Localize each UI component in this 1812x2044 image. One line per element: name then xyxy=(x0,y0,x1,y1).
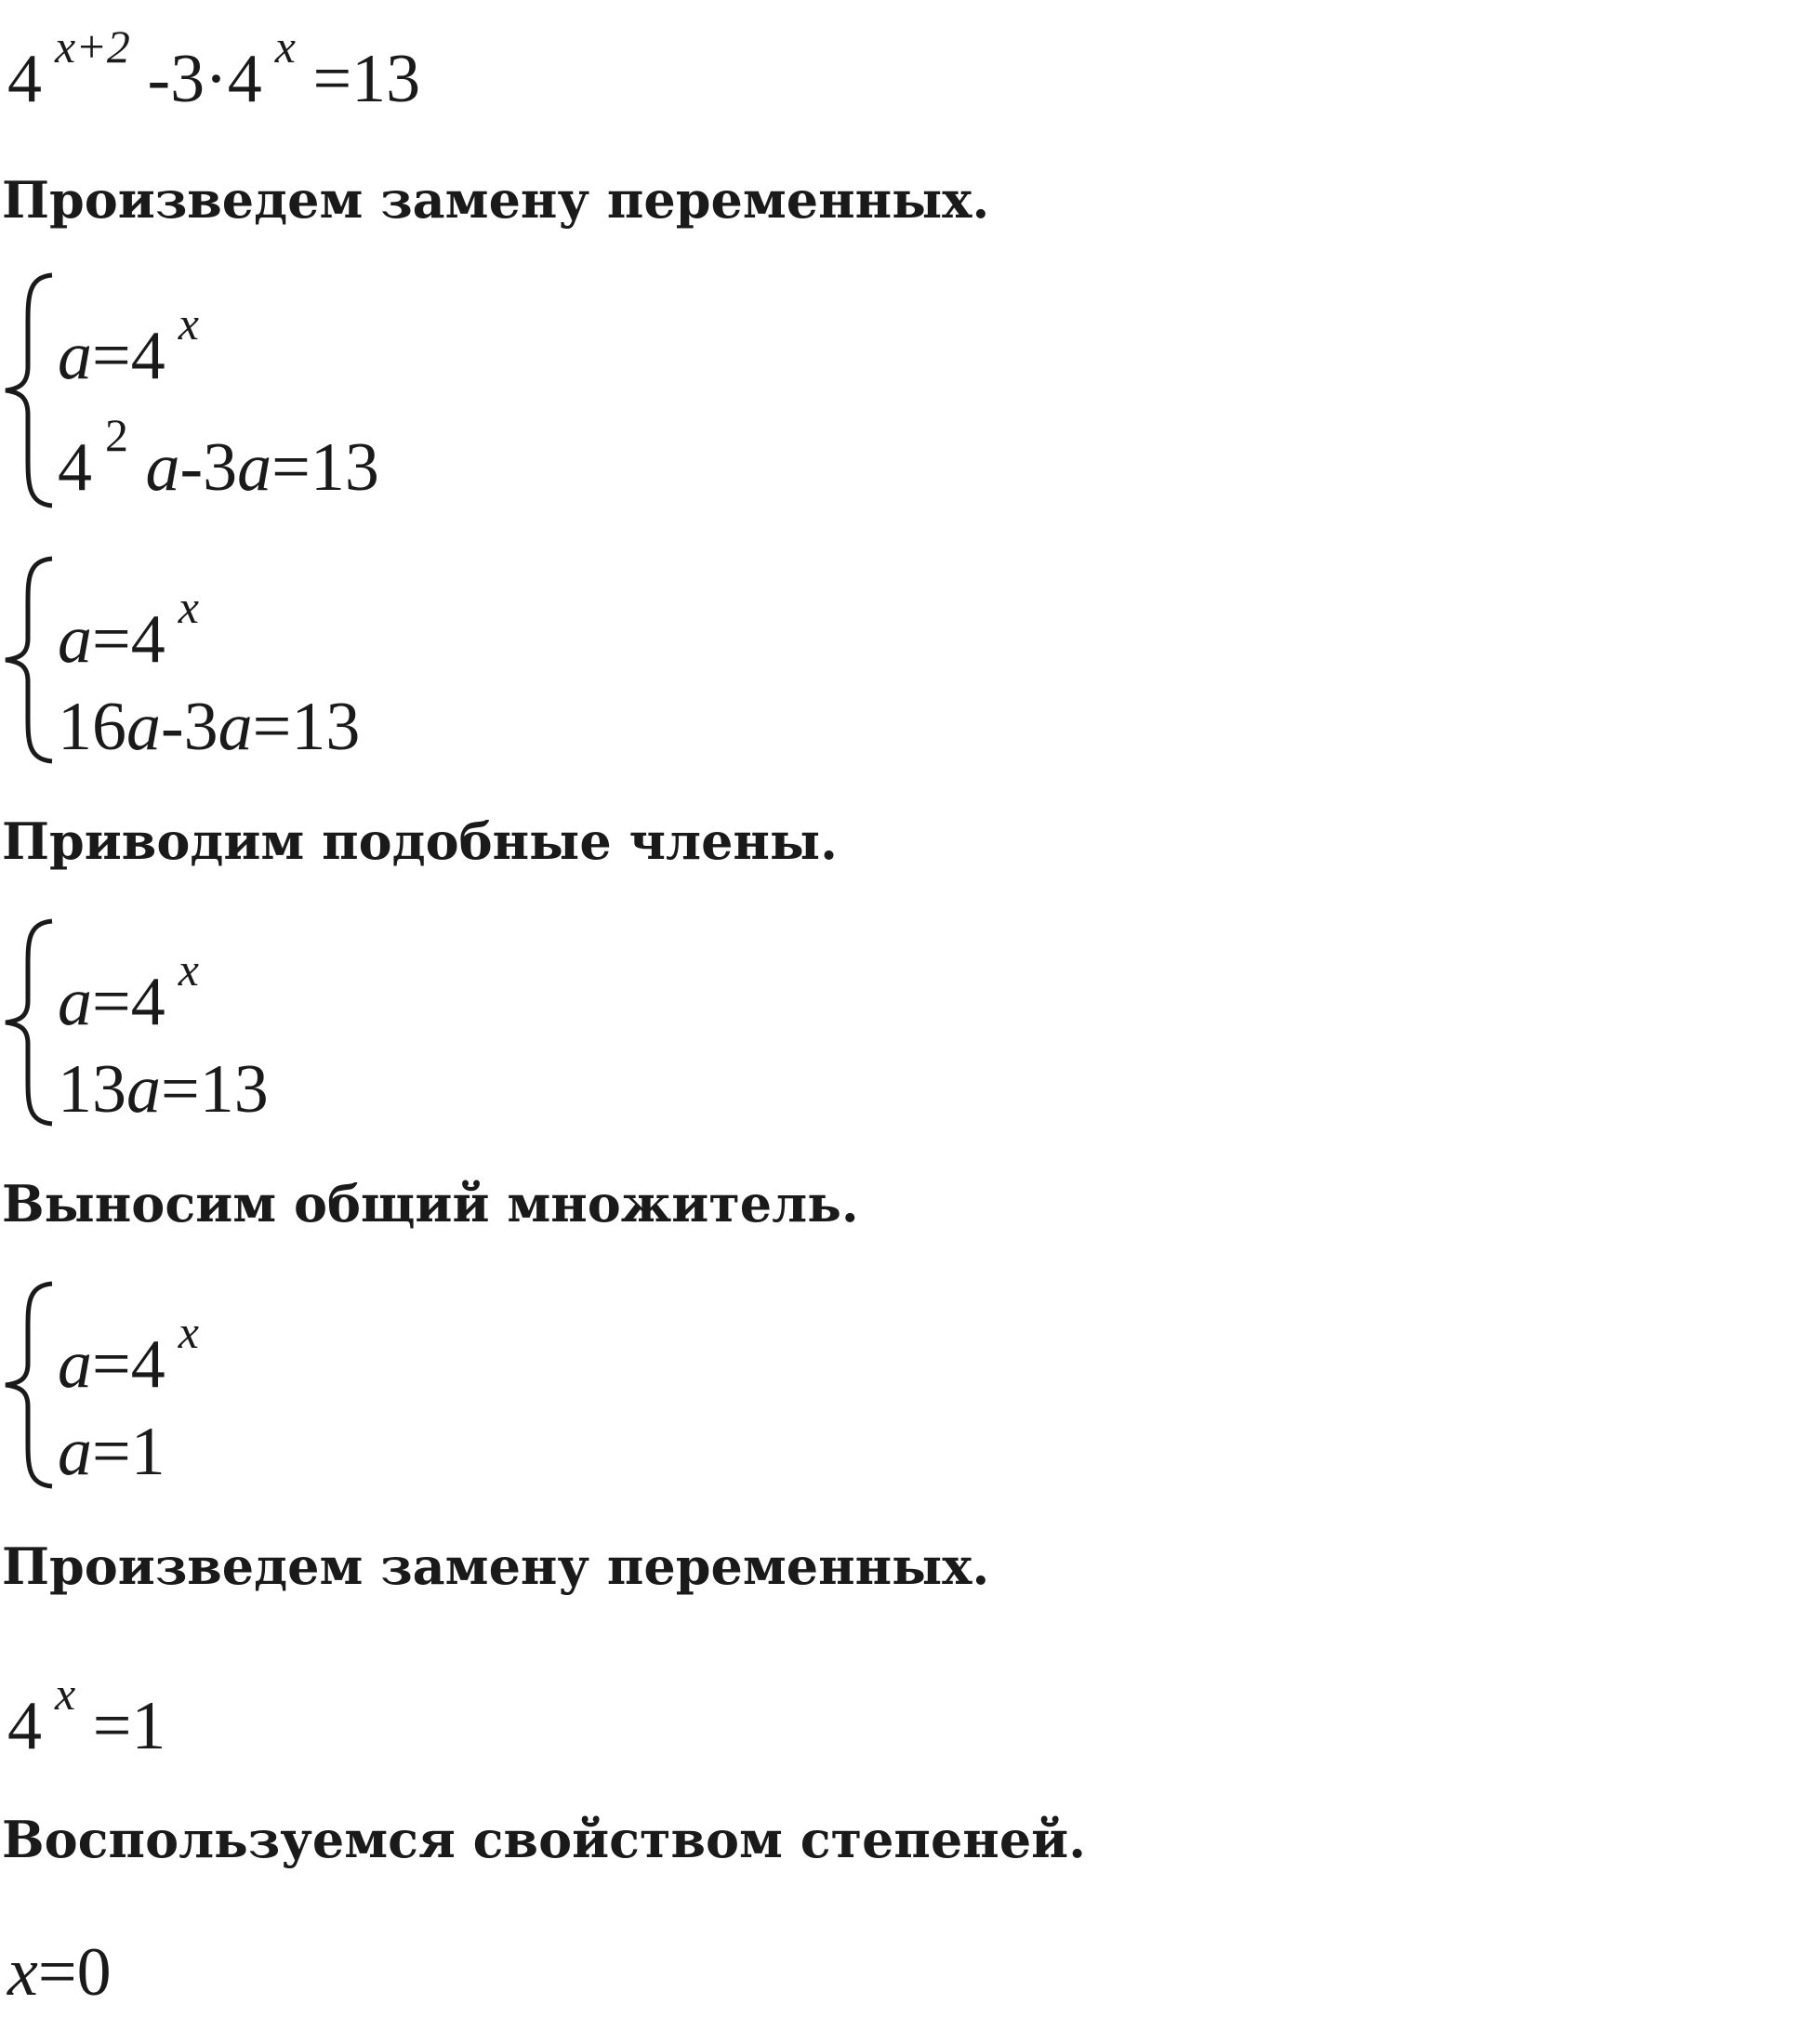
system-row-1: a=4 $^x$ xyxy=(58,1305,199,1403)
initial-equation xyxy=(7,20,421,117)
system-simplified xyxy=(0,553,651,767)
system-combined xyxy=(0,916,651,1129)
minus-three-times-four: -3·4 xyxy=(147,41,262,117)
exponent-x-plus-2: x+2 xyxy=(55,20,130,73)
equation-four-pow-x: 4 $^x$ =1 xyxy=(7,1667,166,1764)
system-row-1: a=4 $^x$ xyxy=(58,943,199,1040)
caption-back-substitution: Произведем замену переменных. xyxy=(2,1536,990,1596)
left-brace-icon xyxy=(0,270,58,511)
system-row-1: a=4 $^x$ xyxy=(58,580,199,678)
system-substitution xyxy=(0,270,651,511)
caption-power-property: Воспользуемся свойством степеней. xyxy=(2,1810,1087,1869)
caption-combine-like-terms: Приводим подобные члены. xyxy=(2,811,838,871)
caption-common-factor: Выносим общий множитель. xyxy=(2,1174,859,1233)
equals-thirteen: =13 xyxy=(312,41,421,117)
caption-substitution: Произведем замену переменных. xyxy=(2,170,990,230)
system-row-2: a=1 xyxy=(58,1414,165,1490)
base-four: 4 xyxy=(7,41,42,117)
system-row-2: 16a-3a=13 xyxy=(58,689,361,765)
answer-equation: x=0 xyxy=(7,1934,112,2011)
left-brace-icon xyxy=(0,553,58,767)
left-brace-icon xyxy=(0,916,58,1129)
system-row-2: 4 $^2$ a-3a=13 xyxy=(58,408,379,506)
left-brace-icon xyxy=(0,1278,58,1492)
system-solved xyxy=(0,1278,651,1492)
exponent-x: x xyxy=(274,20,296,73)
system-row-2: 13a=13 xyxy=(58,1051,269,1127)
system-row-1: a=4 $^x$ xyxy=(58,297,199,394)
